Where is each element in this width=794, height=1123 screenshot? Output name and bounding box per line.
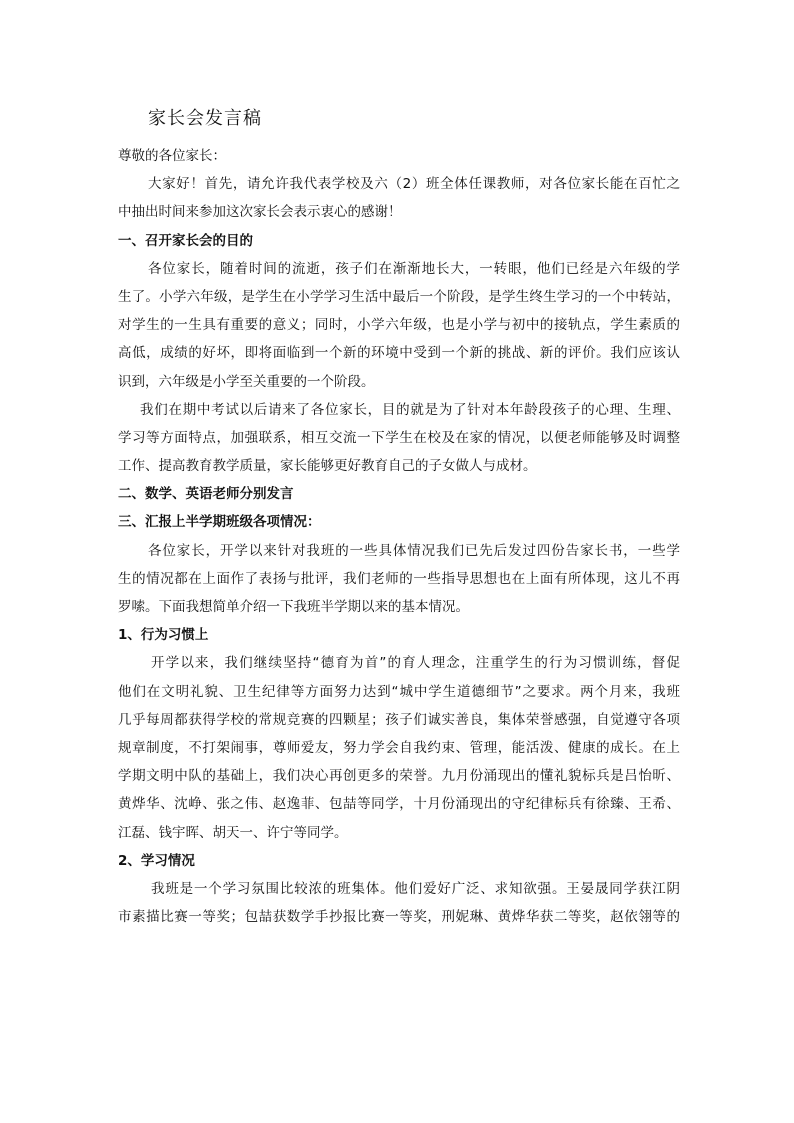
paragraph-line: 开学以来，我们继续坚持“德育为首”的育人理念，注重学生的行为习惯训练，督促 — [151, 655, 680, 672]
paragraph-line: 黄烨华、沈峥、张之伟、赵逸菲、包喆等同学，十月份涌现出的守纪律标兵有徐臻、王希、 — [118, 796, 680, 813]
paragraph-line: 市素描比赛一等奖；包喆获数学手抄报比赛一等奖，刑妮琳、黄烨华获二等奖，赵依翎等的 — [118, 909, 680, 926]
paragraph-line: 生的情况都在上面作了表扬与批评，我们老师的一些指导思想也在上面有所体现，这儿不再 — [118, 570, 680, 587]
paragraph-line: 各位家长，随着时间的流逝，孩子们在渐渐地长大，一转眼，他们已经是六年级的学 — [148, 260, 680, 277]
paragraph-line: 各位家长，开学以来针对我班的一些具体情况我们已先后发过四份告家长书，一些学 — [148, 542, 680, 559]
section-heading: 三、汇报上半学期班级各项情况： — [118, 514, 321, 531]
section-heading: 2、学习情况 — [118, 852, 195, 869]
paragraph-line: 工作、提高教育教学质量，家长能够更好教育自己的子女做人与成材。 — [118, 458, 537, 475]
paragraph-line: 我们在期中考试以后请来了各位家长，目的就是为了针对本年龄段孩子的心理、生理、 — [140, 401, 680, 418]
section-heading: 1、行为习惯上 — [118, 627, 209, 644]
paragraph-line: 规章制度，不打架闹事，尊师爱友，努力学会自我约束、管理，能活泼、健康的成长。在上 — [118, 739, 680, 756]
document-title: 家长会发言稿 — [148, 108, 262, 129]
document-body — [118, 142, 680, 931]
paragraph-line: 中抽出时间来参加这次家长会表示衷心的感谢！ — [118, 204, 402, 221]
section-heading: 一、召开家长会的目的 — [118, 232, 253, 249]
paragraph-line: 学习等方面特点，加强联系，相互交流一下学生在校及在家的情况，以便老师能够及时调整 — [118, 429, 680, 446]
paragraph-line: 识到，六年级是小学至关重要的一个阶段。 — [118, 373, 375, 390]
section-heading: 二、数学、英语老师分别发言 — [118, 486, 294, 503]
paragraph-line: 罗嗦。下面我想简单介绍一下我班半学期以来的基本情况。 — [118, 599, 469, 615]
paragraph-line: 学期文明中队的基础上，我们决心再创更多的荣誉。九月份涌现出的懂礼貌标兵是吕怡昕、 — [118, 768, 680, 785]
paragraph-line: 对学生的一生具有重要的意义；同时，小学六年级，也是小学与初中的接轨点，学生素质的 — [118, 317, 680, 334]
paragraph-line: 生了。小学六年级，是学生在小学学习生活中最后一个阶段，是学生终生学习的一个中转站， — [118, 288, 680, 305]
paragraph-line: 江磊、钱宇晖、胡天一、许宁等同学。 — [118, 824, 348, 841]
paragraph-line: 尊敬的各位家长： — [118, 148, 226, 164]
paragraph-line: 大家好！首先，请允许我代表学校及六（2）班全体任课教师，对各位家长能在百忙之 — [148, 176, 680, 193]
paragraph-line: 我班是一个学习氛围比较浓的班集体。他们爱好广泛、求知欲强。王晏晟同学获江阴 — [151, 880, 680, 897]
paragraph-line: 高低，成绩的好坏，即将面临到一个新的环境中受到一个新的挑战、新的评价。我们应该认 — [118, 345, 680, 362]
paragraph-line: 他们在文明礼貌、卫生纪律等方面努力达到“城中学生道德细节”之要求。两个月来，我班 — [118, 683, 680, 700]
paragraph-line: 几乎每周都获得学校的常规竞赛的四颗星；孩子们诚实善良，集体荣誉感强，自觉遵守各项 — [118, 711, 680, 728]
